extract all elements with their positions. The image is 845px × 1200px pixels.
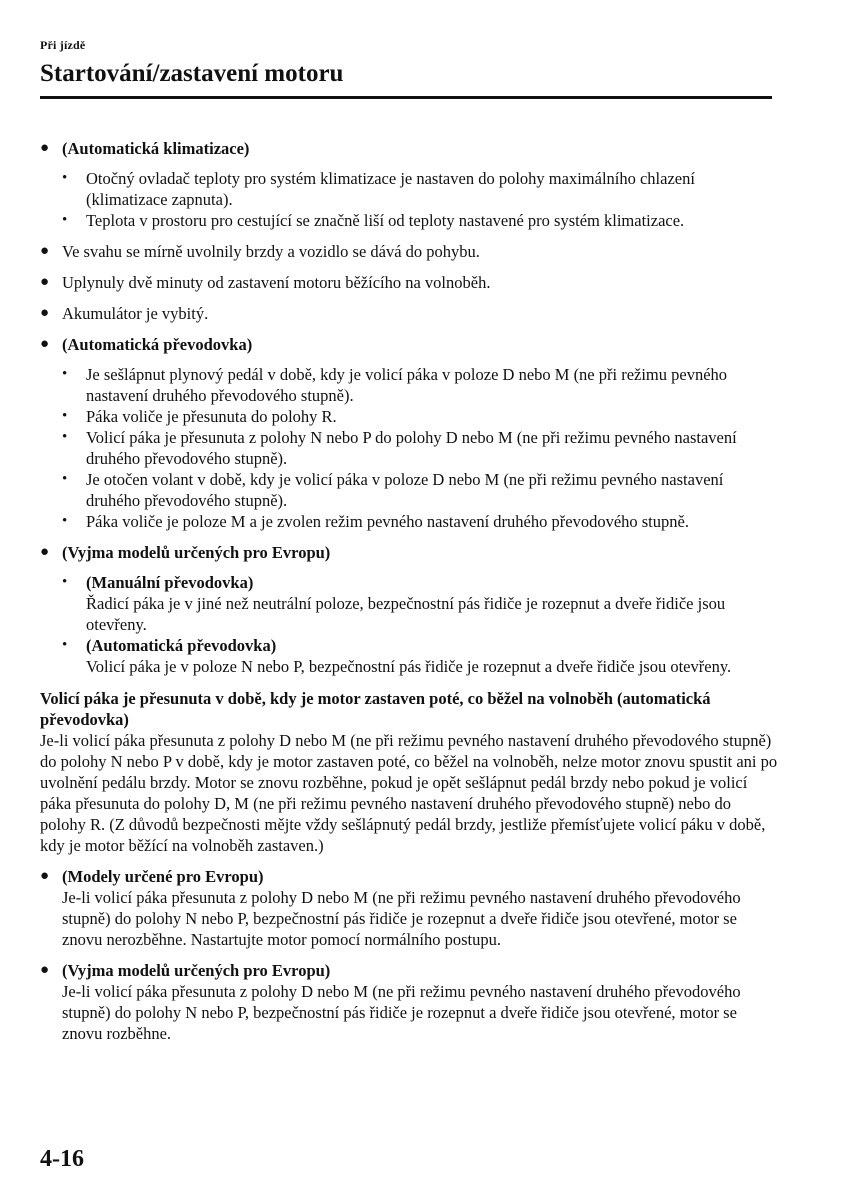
item-heading: (Automatická převodovka) <box>62 335 253 354</box>
list-item <box>40 303 780 324</box>
sub-list <box>62 364 780 532</box>
bullet-icon: • <box>62 637 68 653</box>
sub-item-text: Otočný ovladač teploty pro systém klimatizace je nastaven do polohy maximálního chlazení (klimatizace zapnuta). <box>86 169 695 209</box>
bullet-icon: • <box>62 212 68 228</box>
section-block <box>40 688 780 856</box>
sub-list-item <box>62 572 780 635</box>
sub-list <box>62 572 780 677</box>
bullet-icon: • <box>62 170 68 186</box>
sub-item-text: Řadicí páka je v jiné než neutrální poloze, bezpečnostní pás řidiče je rozepnut a dveře řidiče jsou otevřeny. <box>86 594 726 634</box>
bullet-icon: • <box>62 408 68 424</box>
list-item <box>40 272 780 293</box>
bullet-icon: ● <box>40 305 50 321</box>
list-item <box>40 960 780 1044</box>
item-text: Je-li volicí páka přesunuta z polohy D nebo M (ne při režimu pevného nastavení druhého převodového stupně) do polohy N nebo P, bezpečnostní pás řidiče je rozepnut a dveře řidiče jsou otevřené, motor se znovu nerozběhne. Nastartujte motor pomocí normálního postupu. <box>62 888 741 949</box>
bullet-icon: ● <box>40 962 50 978</box>
bullet-icon: • <box>62 429 68 445</box>
bullet-icon: • <box>62 471 68 487</box>
content <box>40 138 780 1044</box>
sub-item-text: Teplota v prostoru pro cestující se značně liší od teploty nastavené pro systém klimatizace. <box>86 211 685 230</box>
sub-list-item <box>62 427 780 469</box>
sub-item-text: Páka voliče je přesunuta do polohy R. <box>86 407 337 426</box>
sub-item-heading: (Manuální převodovka) <box>86 573 254 592</box>
list-item <box>40 542 780 677</box>
bullet-icon: • <box>62 513 68 529</box>
item-heading: (Vyjma modelů určených pro Evropu) <box>62 961 331 980</box>
item-text: Akumulátor je vybitý. <box>62 304 209 323</box>
list-item <box>40 866 780 950</box>
list-item <box>40 241 780 262</box>
item-text: Uplynuly dvě minuty od zastavení motoru běžícího na volnoběh. <box>62 273 491 292</box>
item-text: Ve svahu se mírně uvolnily brzdy a vozidlo se dává do pohybu. <box>62 242 480 261</box>
section-label: Při jízdě <box>40 38 86 52</box>
page-title: Startování/zastavení motoru <box>40 60 344 87</box>
sub-list-item <box>62 406 780 427</box>
item-text: Je-li volicí páka přesunuta z polohy D nebo M (ne při režimu pevného nastavení druhého převodového stupně) do polohy N nebo P, bezpečnostní pás řidiče je rozepnut a dveře řidiče jsou otevřené, motor se znovu rozběhne. <box>62 982 741 1043</box>
sub-list-item <box>62 635 780 677</box>
sub-item-text: Je sešlápnut plynový pedál v době, kdy je volicí páka v poloze D nebo M (ne při režimu pevného nastavení druhého převodového stupně). <box>86 365 728 405</box>
list-item <box>40 334 780 532</box>
sub-list-item <box>62 210 780 231</box>
bullet-icon: ● <box>40 868 50 884</box>
bullet-icon: ● <box>40 336 50 352</box>
bullet-icon: ● <box>40 140 50 156</box>
sub-item-text: Páka voliče je poloze M a je zvolen režim pevného nastavení druhého převodového stupně. <box>86 512 689 531</box>
bullet-icon: ● <box>40 544 50 560</box>
section-body: Je-li volicí páka přesunuta z polohy D nebo M (ne při režimu pevného nastavení druhého převodového stupně) do polohy N nebo P v době, kdy je motor zastaven poté, co běžel na volnoběh, nelze motor znovu spustit ani po uvolnění pedálu brzdy. Motor se znovu rozběhne, pokud je opět sešlápnut pedál brzdy nebo pokud je volicí páka přesunuta do polohy D, M (ne při režimu pevného nastavení druhého převodového stupně) nebo do polohy R. (Z důvodů bezpečnosti mějte vždy sešlápnutý pedál brzdy, jestliže přemísťujete volicí páku v době, kdy je motor běžící na volnoběh zastaven.) <box>40 731 778 855</box>
bullet-icon: • <box>62 574 68 590</box>
item-heading: (Automatická klimatizace) <box>62 139 250 158</box>
bullet-icon: ● <box>40 243 50 259</box>
title-rule <box>40 96 772 99</box>
bullet-icon: ● <box>40 274 50 290</box>
bullet-icon: • <box>62 366 68 382</box>
sub-item-heading: (Automatická převodovka) <box>86 636 277 655</box>
sub-item-text: Volicí páka je v poloze N nebo P, bezpečnostní pás řidiče je rozepnut a dveře řidiče jsou otevřeny. <box>86 657 732 676</box>
sub-list-item <box>62 469 780 511</box>
list-item <box>40 138 780 231</box>
item-heading: (Modely určené pro Evropu) <box>62 867 264 886</box>
sub-list-item <box>62 168 780 210</box>
page-number: 4-16 <box>40 1146 84 1172</box>
sub-item-text: Je otočen volant v době, kdy je volicí páka v poloze D nebo M (ne při režimu pevného nastavení druhého převodového stupně). <box>86 470 724 510</box>
sub-item-text: Volicí páka je přesunuta z polohy N nebo P do polohy D nebo M (ne při režimu pevného nastavení druhého převodového stupně). <box>86 428 737 468</box>
sub-list <box>62 168 780 231</box>
sub-list-item <box>62 511 780 532</box>
item-heading: (Vyjma modelů určených pro Evropu) <box>62 543 331 562</box>
section-heading: Volicí páka je přesunuta v době, kdy je motor zastaven poté, co běžel na volnoběh (automatická převodovka) <box>40 689 711 729</box>
sub-list-item <box>62 364 780 406</box>
